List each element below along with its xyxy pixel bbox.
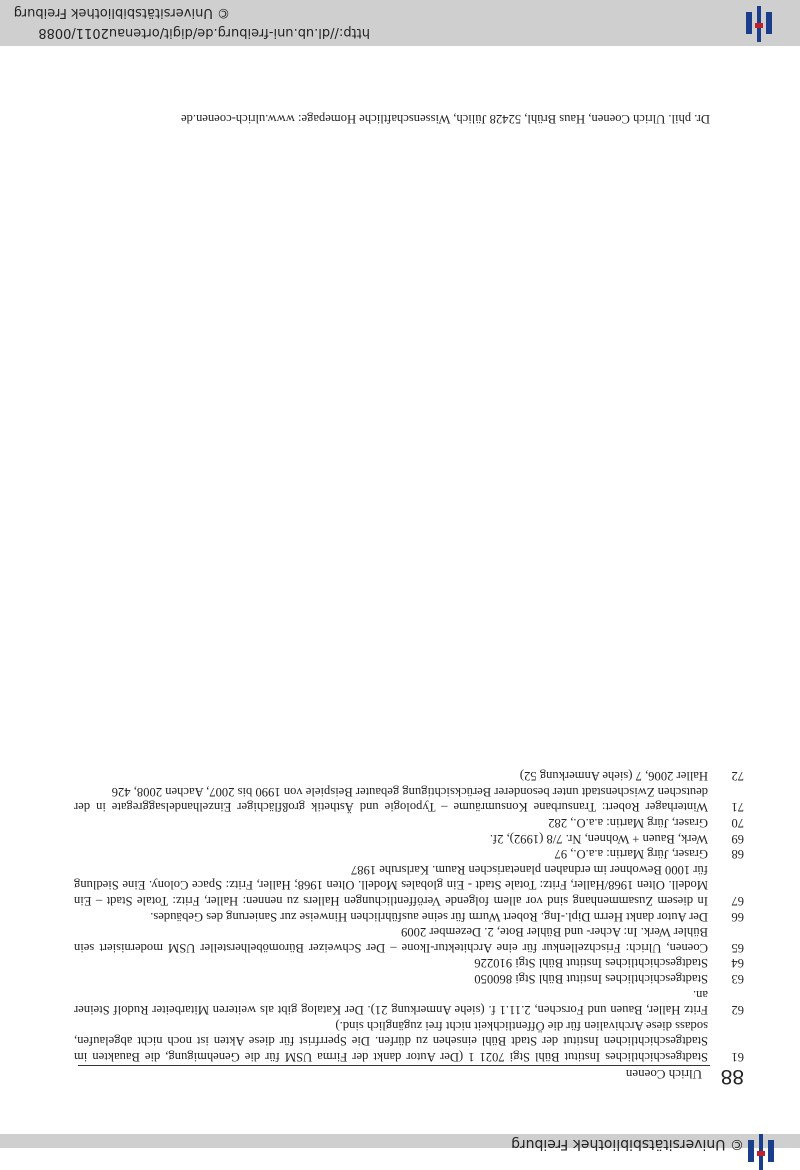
endnote-item: [74, 783, 744, 814]
endnote-item: [74, 924, 744, 955]
endnote-item: [74, 955, 744, 971]
endnote-item: [74, 970, 744, 986]
endnote-number: 64: [731, 956, 744, 971]
bottom-copyright-text: © Universitätsbibliothek Freiburg: [13, 5, 230, 20]
endnote-number: 61: [731, 1050, 744, 1064]
endnote-text: Winterhager Robert: Transurbane Konsumräume – Typologie und Ästhetik großflächiger Einzelhandelsaggregate in der deutschen Zwischenstadt unter besonderer Berücksichtigung gebauter Beispiele von 1990 bis 2007, Aachen 2008, 426: [74, 784, 708, 815]
endnote-number: 72: [731, 769, 744, 784]
endnote-text: Stadtgeschichtliches Institut Bühl Stgi 910226: [474, 956, 708, 971]
document-url-link[interactable]: http://dl.ub.uni-freiburg.de/digit/ortenau2011/0088: [38, 25, 370, 40]
endnote-text: In diesem Zusammenhang sind vor allem folgende Veröffentlichungen Hallers zu nennen: Haller, Fritz: Totale Stadt – Ein Modell. Olten 1968/Haller, Fritz: Totale Stadt - Ein globales Modell. Olten 1968; Haller, Fritz: Space Colony. Eine Siedlung für 1000 Bewohner im erdnahen planetarischen Raum. Karlsruhe 1987: [74, 862, 708, 909]
endnote-item: [74, 1017, 744, 1064]
endnotes-list: [74, 768, 744, 1064]
endnote-item: [74, 815, 744, 831]
bottom-footer-bar: [0, 0, 800, 46]
endnote-item: [74, 908, 744, 924]
endnote-item: [74, 830, 744, 846]
endnote-text: Coenen, Ulrich: Frischzellenkur für eine Architektur-Ikone – Der Schweizer Büromöbelhersteller USM modernisiert sein Bühler Werk. In: Acher- und Bühler Bote, 2. Dezember 2009: [74, 925, 708, 955]
endnote-text: Werk, Bauen + Wohnen, Nr. 7/8 (1992), 2f.: [489, 831, 708, 846]
endnote-item: [74, 768, 744, 784]
endnote-text: Stadtgeschichtliches Institut Bühl Stgi 7021 1 (Der Autor dankt der Firma USM für die Genehmigung, die Bauakten im Stadtgeschichtlichen Institut der Stadt Bühl einsehen zu dürfen. Die Sperrfrist für diese Akten ist noch nicht abgelaufen, sodass diese Archivalien für die Öffentlichkeit nicht frei zugänglich sind.): [74, 1018, 708, 1064]
endnote-item: [74, 861, 744, 908]
page-number: 88: [720, 1065, 744, 1088]
endnote-text: Der Autor dankt Herrn Dipl.-Ing. Robert Wurm für seine ausführlichen Hinweise zur Sanierung des Gebäudes.: [150, 909, 708, 924]
endnote-number: 66: [731, 909, 744, 924]
endnote-number: 62: [731, 1003, 744, 1018]
endnote-text: Stadtgeschichtliches Institut Bühl Stgi 860050: [474, 972, 708, 987]
endnote-text: Fritz Haller, Bauen und Forschen, 2.11.1 f. (siehe Anmerkung 21). Der Katalog gibt als weiteren Mitarbeiter Rudolf Steiner an.: [74, 987, 708, 1018]
header-rule: [78, 1065, 710, 1066]
endnote-number: 71: [731, 800, 744, 815]
top-copyright-text: © Universitätsbibliothek Freiburg: [511, 1136, 744, 1152]
endnote-text: Graser, Jürg Martin: a.a.O., 97: [554, 847, 708, 862]
endnote-item: [74, 846, 744, 862]
endnote-number: 70: [731, 816, 744, 831]
endnote-text: Haller 2006, 7 (siehe Anmerkung 52): [519, 769, 708, 784]
top-footer-bar: [0, 1134, 800, 1152]
endnote-number: 63: [731, 972, 744, 987]
endnote-number: 69: [731, 831, 744, 846]
author-signature: Dr. phil. Ulrich Coenen, Haus Brühl, 52428 Jülich, Wissenschaftliche Homepage: www.ulrich-coenen.de: [180, 112, 710, 126]
endnote-number: 67: [731, 894, 744, 909]
endnote-number: 68: [731, 847, 744, 862]
running-head-author: Ulrich Coenen: [625, 1067, 702, 1082]
endnote-number: 65: [731, 940, 744, 955]
endnote-text: Graser, Jürg Martin: a.a.O., 282: [548, 816, 708, 831]
university-logo-icon: [742, 6, 776, 42]
endnote-item: [74, 986, 744, 1017]
university-logo-icon: [744, 1134, 778, 1170]
